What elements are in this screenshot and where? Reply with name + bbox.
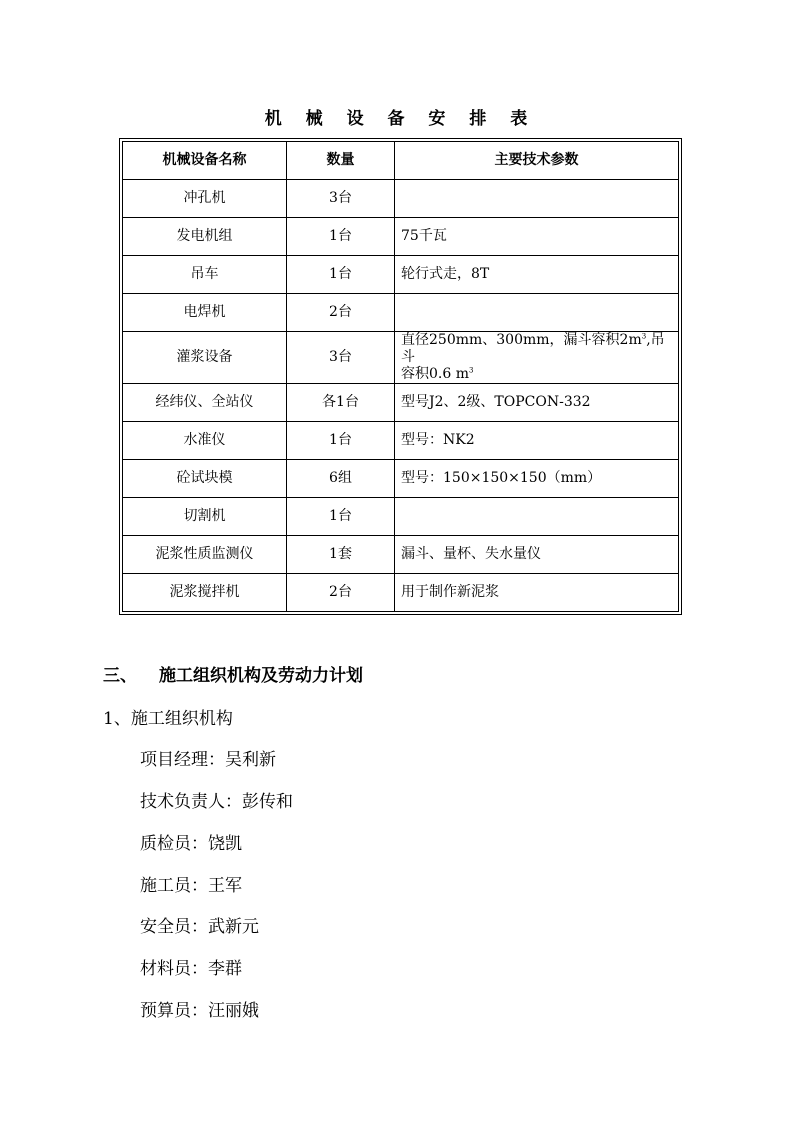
staff-materials-officer: 材料员：李群 xyxy=(140,959,242,979)
section-number: 三、 xyxy=(103,666,137,686)
table-row xyxy=(123,574,679,612)
equipment-qty: 1台 xyxy=(287,422,395,460)
equipment-qty: 1台 xyxy=(287,256,395,294)
equipment-name: 水准仪 xyxy=(123,422,287,460)
equipment-params xyxy=(395,498,679,536)
superscript: 3 xyxy=(641,332,647,341)
equipment-name: 砼试块模 xyxy=(123,460,287,498)
params-text: ,吊斗 xyxy=(401,332,665,365)
equipment-params xyxy=(395,332,679,384)
section-heading xyxy=(103,661,363,686)
staff-technical-lead: 技术负责人：彭传和 xyxy=(140,792,293,812)
equipment-qty: 2台 xyxy=(287,574,395,612)
params-text: 容积0.6 m xyxy=(401,366,469,382)
equipment-name: 冲孔机 xyxy=(123,180,287,218)
equipment-qty: 2台 xyxy=(287,294,395,332)
equipment-name: 切割机 xyxy=(123,498,287,536)
equipment-params: 型号：150×150×150（mm） xyxy=(395,460,679,498)
equipment-qty: 3台 xyxy=(287,332,395,384)
equipment-name: 电焊机 xyxy=(123,294,287,332)
equipment-params: 型号：NK2 xyxy=(395,422,679,460)
staff-construction-worker: 施工员：王军 xyxy=(140,876,242,896)
equipment-qty: 1台 xyxy=(287,498,395,536)
equipment-table xyxy=(119,138,682,615)
staff-budget-officer: 预算员：汪丽娥 xyxy=(140,1001,259,1021)
table-row xyxy=(123,218,679,256)
equipment-name: 泥浆性质监测仪 xyxy=(123,536,287,574)
equipment-name: 发电机组 xyxy=(123,218,287,256)
equipment-params: 轮行式走，8T xyxy=(395,256,679,294)
equipment-name: 灌浆设备 xyxy=(123,332,287,384)
equipment-qty: 1台 xyxy=(287,218,395,256)
staff-project-manager: 项目经理：吴利新 xyxy=(140,750,276,770)
staff-quality-inspector: 质检员：饶凯 xyxy=(140,834,242,854)
equipment-name: 泥浆搅拌机 xyxy=(123,574,287,612)
header-quantity: 数量 xyxy=(287,142,395,180)
equipment-qty: 各1台 xyxy=(287,384,395,422)
table-row xyxy=(123,536,679,574)
staff-safety-officer: 安全员：武新元 xyxy=(140,917,259,937)
equipment-params: 型号J2、2级、TOPCON-332 xyxy=(395,384,679,422)
equipment-qty: 1套 xyxy=(287,536,395,574)
table-row xyxy=(123,460,679,498)
subsection-heading: 1、施工组织机构 xyxy=(103,709,233,729)
equipment-params xyxy=(395,294,679,332)
equipment-params: 用于制作新泥浆 xyxy=(395,574,679,612)
params-text: 直径250mm、300mm，漏斗容积2m xyxy=(401,332,642,348)
page-title: 机 械 设 备 安 排 表 xyxy=(264,109,537,129)
equipment-name: 经纬仪、全站仪 xyxy=(123,384,287,422)
table-row xyxy=(123,332,679,384)
table-row xyxy=(123,422,679,460)
table-row xyxy=(123,384,679,422)
equipment-params: 漏斗、量杯、失水量仪 xyxy=(395,536,679,574)
equipment-params xyxy=(395,180,679,218)
superscript: 3 xyxy=(469,366,474,375)
table-row xyxy=(123,256,679,294)
table-header-row xyxy=(123,142,679,180)
equipment-qty: 6组 xyxy=(287,460,395,498)
table-row xyxy=(123,294,679,332)
table-row xyxy=(123,180,679,218)
equipment-qty: 3台 xyxy=(287,180,395,218)
header-equipment-name: 机械设备名称 xyxy=(123,142,287,180)
header-technical-params: 主要技术参数 xyxy=(395,142,679,180)
section-title: 施工组织机构及劳动力计划 xyxy=(159,666,363,686)
equipment-params: 75千瓦 xyxy=(395,218,679,256)
table-row xyxy=(123,498,679,536)
equipment-name: 吊车 xyxy=(123,256,287,294)
